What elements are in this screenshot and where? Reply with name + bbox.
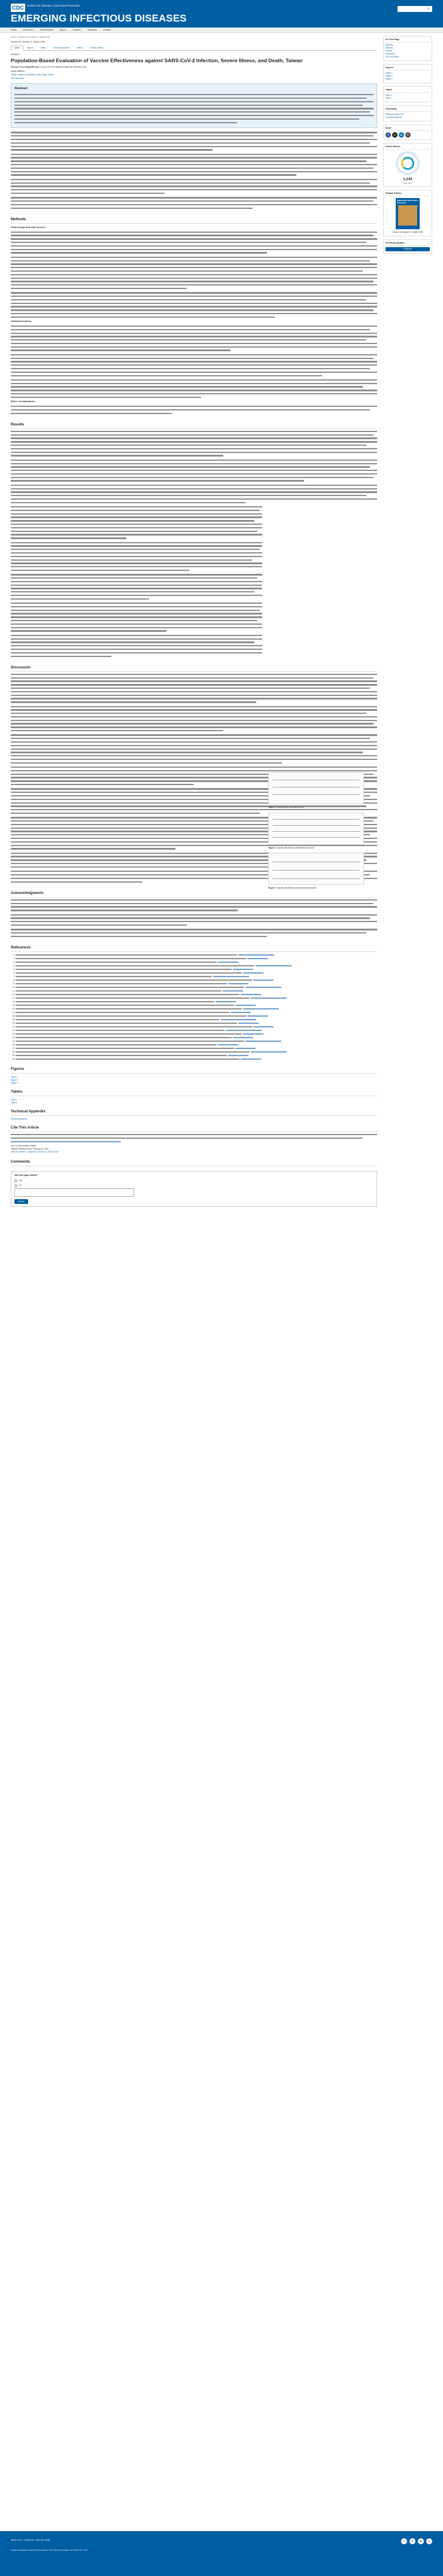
figure-link-2[interactable]: Figure 2: [11, 1079, 18, 1082]
article-main: [11, 36, 377, 1207]
discussion-heading: Discussion: [11, 665, 377, 672]
references-list: [11, 954, 377, 1061]
reference-link[interactable]: [235, 1005, 256, 1006]
x-twitter-icon[interactable]: X: [392, 132, 398, 138]
figure-link-3[interactable]: Figure 3: [11, 1082, 18, 1085]
acknowledgments-heading: Acknowledgments: [11, 891, 377, 898]
rail-downloads-title: Downloads: [386, 108, 430, 112]
article-type: Research: [11, 53, 20, 56]
reference-item: [16, 1018, 377, 1021]
abstract-heading: Abstract: [14, 87, 28, 91]
article-tabs: [11, 45, 377, 51]
reference-link[interactable]: [251, 1051, 287, 1053]
technical-appendix-heading: Technical Appendix: [11, 1109, 377, 1116]
results-heading: Results: [11, 422, 377, 429]
cite-heading: Cite This Article: [11, 1126, 377, 1132]
feedback-no-label: No: [19, 1184, 22, 1187]
reference-item: [16, 1036, 377, 1039]
citation-text: [11, 1134, 377, 1142]
instagram-icon[interactable]: ◎: [426, 2538, 432, 2544]
site-header: [0, 0, 443, 28]
reference-item: [16, 1040, 377, 1043]
rail-volume-label: Volume 30, Number 3—March 2024: [392, 231, 423, 233]
abstract-text: [14, 94, 374, 123]
rail-tables: [383, 86, 432, 102]
reference-link[interactable]: [253, 980, 274, 981]
cite-article-link[interactable]: Cite This Article: [11, 77, 25, 80]
methods-text-3: [11, 406, 377, 414]
reference-link[interactable]: [238, 1023, 259, 1024]
on-this-page-title: On This Page: [386, 38, 430, 42]
figure-panel: [268, 772, 364, 893]
reference-item: [16, 1004, 377, 1007]
issue-cover-image[interactable]: [396, 198, 420, 229]
reference-item: [16, 1047, 377, 1050]
toc-link[interactable]: Table of Contents – Volume 30, Number 3—March 2024: [11, 1151, 59, 1153]
reference-link[interactable]: [241, 994, 261, 995]
breadcrumb[interactable]: Home > Volume 30 > Number 3 > March 2024: [11, 36, 50, 38]
publication-date: Original Publication Date: February 06, 2024: [11, 1148, 48, 1150]
page-title: Population-Based Evaluation of Vaccine Effectiveness against SARS-CoV-2 Infection, Severe Illness, and Death, Taiwan: [11, 57, 303, 63]
metric-value: 1,234: [403, 178, 412, 181]
methods-subheading-3: Ethics Considerations: [11, 400, 35, 403]
search-icon[interactable]: ⌕: [427, 7, 430, 11]
reference-link[interactable]: [220, 1019, 256, 1020]
reference-link[interactable]: [233, 969, 253, 970]
tab-metrics[interactable]: Metrics: [77, 47, 83, 49]
figure-thumbnail-2[interactable]: [268, 813, 364, 845]
feedback-yes-label: Yes: [19, 1179, 23, 1182]
submit-button[interactable]: Submit: [14, 1199, 28, 1204]
issue-line: Volume 30, Number 3—March 2024: [11, 41, 45, 43]
reference-item: [16, 1011, 377, 1014]
methods-heading: Methods: [11, 217, 377, 224]
reference-item: [16, 993, 377, 996]
tab-figures[interactable]: Figures: [26, 47, 34, 49]
author-list: [11, 66, 377, 69]
rail-figures-title: Figures: [386, 66, 430, 71]
reference-item: [16, 1008, 377, 1011]
reference-link[interactable]: [256, 965, 292, 966]
reference-item: [16, 979, 377, 982]
reference-link[interactable]: [251, 997, 287, 999]
reference-item: [16, 1051, 377, 1054]
reference-item: [16, 1058, 377, 1061]
on-this-page: [383, 36, 432, 61]
affiliation-label: Author affiliation:: [11, 69, 25, 72]
figure-link-1[interactable]: Figure 1: [11, 1076, 18, 1079]
figure-thumbnail-3[interactable]: [268, 853, 364, 885]
toc-results[interactable]: Results: [386, 50, 392, 52]
reference-item: [16, 1026, 377, 1029]
reference-link[interactable]: [218, 1044, 238, 1045]
methods-text-2: [11, 326, 377, 398]
tab-tables[interactable]: Tables: [40, 47, 46, 49]
rail-tables-title: Tables: [386, 89, 430, 93]
reference-link[interactable]: [245, 1041, 281, 1042]
org-name: Centers for Disease Control and Prevention: [27, 4, 80, 7]
footer-social: [401, 2538, 432, 2544]
feedback-yes-radio[interactable]: [14, 1179, 17, 1182]
abstract-box: [11, 83, 377, 128]
tables-heading: Tables: [11, 1090, 377, 1096]
reference-link[interactable]: [230, 1012, 251, 1013]
download-appendix-link[interactable]: Technical Appendix: [386, 116, 402, 118]
author-names-primary[interactable]: Cheng-Yi Lee, Hung-Wei Kuo: [11, 65, 39, 68]
search-input[interactable]: [398, 6, 432, 12]
reference-item: [16, 957, 377, 960]
reference-item: [16, 961, 377, 964]
metric-label: Page Views: [403, 182, 412, 184]
reference-link[interactable]: [223, 990, 243, 992]
toc-cite[interactable]: Cite This Article: [386, 56, 399, 58]
tab-technical-appendix[interactable]: Technical Appendix: [53, 47, 70, 49]
tables-list: [11, 1099, 377, 1105]
figure-caption-2: Figure 2. Vaccine effectiveness estimates by outcome: [268, 846, 314, 849]
reference-link[interactable]: [228, 1055, 248, 1056]
reference-item: [16, 1033, 377, 1036]
main-nav: [0, 28, 443, 33]
reference-item: [16, 975, 377, 978]
rail-figure-2[interactable]: Figure 2: [386, 75, 393, 77]
table-link-1[interactable]: Table 1: [11, 1099, 17, 1102]
reference-link[interactable]: [213, 976, 249, 977]
reference-item: [16, 965, 377, 968]
nav-item-authors[interactable]: Authors▾: [72, 29, 82, 31]
reference-item: [16, 983, 377, 986]
reference-item: [16, 990, 377, 993]
reference-item: [16, 1029, 377, 1032]
reference-link[interactable]: [248, 1015, 268, 1017]
reference-link[interactable]: [233, 1037, 253, 1038]
reference-item: [16, 1015, 377, 1018]
toc-methods[interactable]: Methods: [386, 47, 393, 49]
affiliation: Taiwan Centers for Disease Control, Taipei, Taiwan: [11, 73, 54, 76]
cover-title: EMERGING INFECTIOUS DISEASES: [397, 199, 418, 204]
nav-item-early-release[interactable]: Early Release: [40, 29, 54, 31]
reference-item: [16, 1054, 377, 1057]
x-twitter-icon[interactable]: X: [409, 2538, 415, 2544]
rail-downloads: [383, 105, 432, 121]
feedback-comment-field[interactable]: [14, 1188, 134, 1197]
reference-link[interactable]: [243, 972, 263, 974]
reference-link[interactable]: [243, 1008, 279, 1009]
reference-link[interactable]: [253, 1026, 274, 1027]
feedback-no-radio[interactable]: [14, 1184, 17, 1187]
footer-links[interactable]: About CDC · Contact Us · 800-232-4636: [11, 2539, 50, 2541]
subscribe-button[interactable]: Subscribe: [386, 247, 430, 251]
table-link-2[interactable]: Table 2: [11, 1102, 17, 1105]
reference-link[interactable]: [238, 954, 274, 956]
doi-line[interactable]: DOI: 10.3201/eid3003.230893: [11, 1145, 37, 1147]
reference-link[interactable]: [245, 987, 281, 988]
results-text: [11, 431, 377, 503]
reference-item: [16, 997, 377, 1000]
rail-related: [383, 190, 432, 236]
technical-appendix-link[interactable]: Technical Appendix: [11, 1118, 28, 1121]
rail-figure-1[interactable]: Figure 1: [386, 72, 393, 74]
reference-item: [16, 986, 377, 989]
chevron-down-icon: ▾: [65, 29, 67, 31]
reference-item: [16, 954, 377, 957]
feedback-form: [11, 1171, 377, 1207]
rail-email-updates: [383, 239, 432, 254]
youtube-icon[interactable]: ▶: [418, 2538, 424, 2544]
rail-related-title: Related Articles: [386, 192, 430, 196]
rail-share-title: Share: [386, 127, 430, 131]
intro-text: [11, 132, 377, 209]
acknowledgments-text: [11, 899, 377, 937]
download-pdf-link[interactable]: Download Article PDF: [386, 113, 405, 115]
figure-thumbnail-1[interactable]: [268, 772, 364, 804]
journal-title[interactable]: EMERGING INFECTIOUS DISEASES: [11, 13, 187, 24]
reference-link[interactable]: [226, 1030, 262, 1031]
figures-list: [11, 1076, 377, 1085]
reference-item: [16, 1000, 377, 1003]
feedback-question: Was this page helpful?: [14, 1174, 38, 1176]
rail-metrics-title: Article Metrics: [386, 145, 430, 150]
cdc-logo[interactable]: CDC: [11, 4, 25, 12]
rail-metrics: [383, 143, 432, 187]
altmetric-badge[interactable]: [396, 151, 420, 175]
reference-link[interactable]: [228, 983, 248, 984]
site-footer: [0, 2531, 443, 2576]
comments-heading: Comments: [11, 1160, 377, 1166]
linkedin-icon[interactable]: in: [399, 132, 404, 138]
nav-item-volume[interactable]: Volume 30▾: [22, 29, 35, 31]
methods-subheading-1: Study Design and Data Sources: [11, 226, 45, 229]
tab-related-articles[interactable]: Related Articles: [90, 47, 104, 49]
reference-link[interactable]: [216, 1001, 236, 1002]
nav-item-about[interactable]: About▾: [59, 29, 67, 31]
results-text-narrow: [11, 506, 262, 657]
facebook-icon[interactable]: f: [386, 132, 391, 138]
methods-text-1: [11, 232, 377, 318]
figure-caption-3: Figure 3. Vaccine effectiveness by time since vaccination: [268, 887, 317, 890]
rail-figures: [383, 64, 432, 83]
reference-link[interactable]: [243, 1033, 263, 1035]
rail-figure-3[interactable]: Figure 3: [386, 78, 393, 80]
rail-table-2[interactable]: Table 2: [386, 97, 392, 99]
right-rail: [383, 36, 432, 257]
rail-share: [383, 124, 432, 140]
brand[interactable]: [11, 4, 87, 12]
footer-address: Centers for Disease Control and Prevention. 1600 Clifton Rd. Atlanta, GA 30329-4027 USA: [11, 2549, 88, 2551]
reference-link[interactable]: [241, 1059, 261, 1060]
rail-table-1[interactable]: Table 1: [386, 94, 392, 96]
reference-item: [16, 1022, 377, 1025]
toc-discussion[interactable]: Discussion: [386, 53, 395, 55]
figures-heading: Figures: [11, 1067, 377, 1073]
facebook-icon[interactable]: f: [401, 2538, 407, 2544]
nav-item-contact[interactable]: Contact: [103, 29, 111, 31]
reference-link[interactable]: [218, 962, 238, 963]
reference-link[interactable]: [248, 958, 268, 959]
nav-item-subscribe[interactable]: Subscribe: [87, 29, 98, 31]
methods-subheading-2: Statistical Analysis: [11, 320, 32, 323]
email-icon[interactable]: ✉: [405, 132, 411, 138]
reference-item: [16, 972, 377, 975]
reference-item: [16, 968, 377, 971]
reference-link[interactable]: [235, 1048, 256, 1049]
nav-item-home[interactable]: Home: [11, 29, 17, 31]
references-heading: References: [11, 945, 377, 952]
reference-item: [16, 1044, 377, 1047]
chevron-down-icon: ▾: [33, 29, 35, 31]
author-names-rest[interactable]: , Yu-Lun Liu, Jen-Hsiang Chuang, and Jih-Haw Chou: [38, 65, 87, 68]
chevron-down-icon: ▾: [80, 29, 82, 31]
toc-abstract[interactable]: Abstract: [386, 44, 393, 46]
figure-caption-1: Figure 1. Study timeline and data sources: [268, 806, 304, 808]
tab-article[interactable]: Article: [11, 45, 23, 51]
rail-email-title: Get Email Updates: [386, 242, 430, 246]
